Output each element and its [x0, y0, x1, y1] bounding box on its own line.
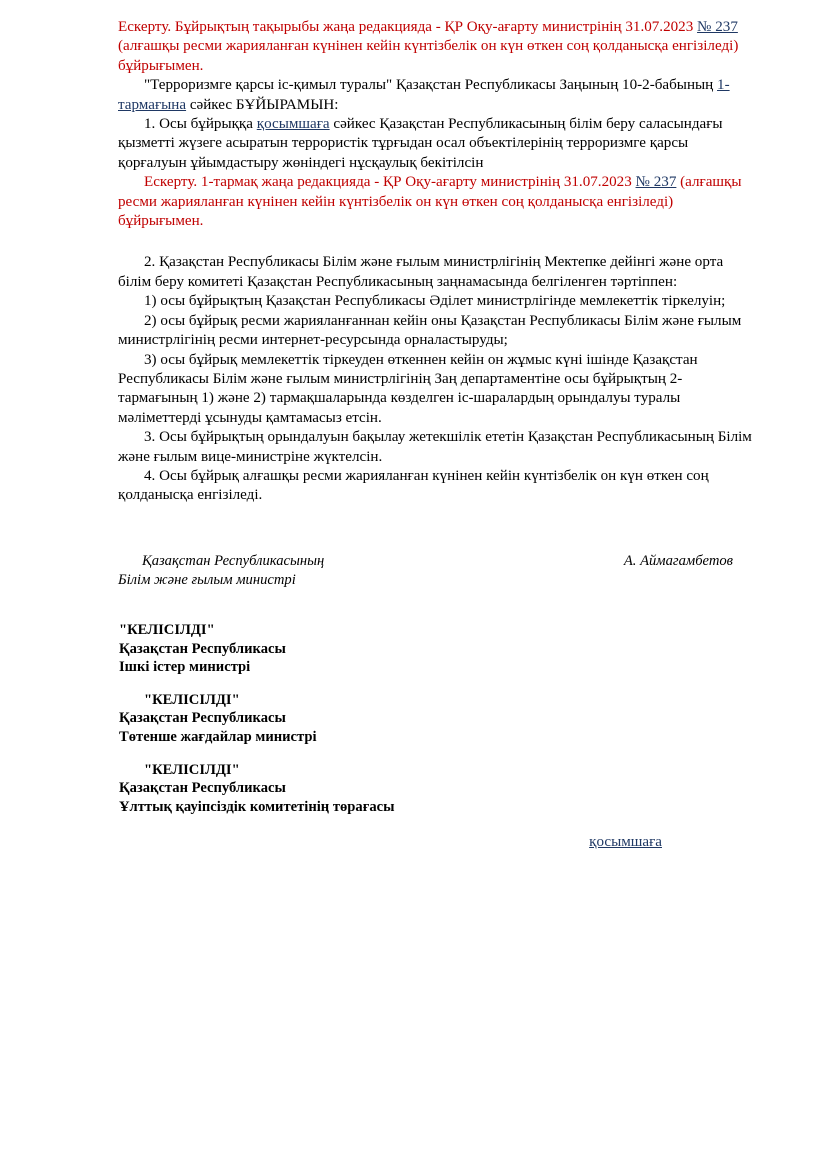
subclause-3-paragraph: 3) осы бұйрық мемлекеттік тіркеуден өткеннен кейін он жұмыс күні ішінде Қазақстан Республикасы Білім және ғылым министрлігінің Заң департаментіне осы бұйрықтың 2-тармағының 1) және 2) тармақшаларында көзделген іс-шаралардың орындалуы туралы мәліметтерді ұсынуды қамтамасыз етсін.	[118, 351, 698, 426]
law-clause-1-link[interactable]: 1-тармағына	[118, 77, 730, 113]
signatory-position-line-2: Білім және ғылым министрі	[118, 572, 296, 589]
preamble-paragraph	[118, 76, 757, 115]
clause-1-paragraph	[118, 115, 757, 173]
preamble-lead: "Терроризмге қарсы іс-қимыл туралы" Қазақстан Республикасы Заңының 10-2-бабының	[144, 77, 718, 94]
order-237-link-clause-1-note[interactable]: № 237	[635, 174, 677, 191]
agreement-block-emergency-situations	[119, 691, 757, 747]
clause-1-amendment-note	[118, 173, 757, 231]
subclause-2-paragraph: 2) осы бұйрық ресми жарияланғаннан кейін оны Қазақстан Республикасы Білім және ғылым министрлігінің ресми интернет-ресурсында орналастыруды;	[118, 312, 742, 349]
order-237-link-title-note[interactable]: № 237	[697, 19, 738, 35]
clause-3-paragraph: 3. Осы бұйрықтың орындалуын бақылау жетекшілік ететін Қазақстан Республикасының Білім және ғылым вице-министріне жүктелсін.	[118, 429, 752, 465]
signatory-name: А. Аймагамбетов	[623, 552, 733, 569]
agreement-organization: Қазақстан Республикасы	[119, 640, 286, 657]
clause-4-paragraph: 4. Осы бұйрық алғашқы ресми жарияланған күнінен кейін күнтізбелік он күн өткен соң қолданысқа енгізіледі.	[118, 467, 709, 504]
title-note-lead: Ескерту. Бұйрықтың тақырыбы жаңа редакцияда - ҚР Оқу-ағарту министрінің 31.07.2023	[118, 19, 698, 35]
agreement-heading: "КЕЛІСІЛДІ"	[144, 691, 240, 708]
clause-1-lead: 1. Осы бұйрыққа	[144, 116, 257, 133]
clause-1-note-lead: Ескерту. 1-тармақ жаңа редакцияда - ҚР Оқу-ағарту министрінің 31.07.2023	[144, 174, 636, 191]
preamble-tail: сәйкес БҰЙЫРАМЫН:	[186, 96, 339, 113]
signature-block	[118, 552, 757, 591]
agreement-position: Төтенше жағдайлар министрі	[119, 728, 317, 745]
agreement-position: Ішкі істер министрі	[119, 659, 251, 676]
title-amendment-note	[118, 18, 757, 76]
agreement-position: Ұлттық қауіпсіздік комитетінің төрағасы	[119, 798, 395, 815]
agreement-organization: Қазақстан Республикасы	[119, 780, 286, 797]
agreement-heading: "КЕЛІСІЛДІ"	[119, 621, 215, 638]
agreement-heading: "КЕЛІСІЛДІ"	[144, 761, 240, 778]
attachment-link-footer-row	[118, 833, 757, 852]
title-note-tail: (алғашқы ресми жарияланған күнінен кейін күнтізбелік он күн өткен соң қолданысқа енгізіледі) бұйрығымен.	[118, 38, 739, 74]
attachment-link-footer[interactable]: қосымшаға	[589, 834, 662, 851]
spacer-after-clause-1	[118, 231, 757, 253]
signatory-position-line-1: Қазақстан Республикасының	[142, 552, 325, 569]
clause-1-tail: сәйкес Қазақстан Республикасының білім беру саласындағы қызметті жүзеге асыратын террористік тұрғыдан осал объектілерінің терроризмге қарсы қорғалуын ұйымдастыру жөніндегі нұсқаулық бекітілсін	[118, 116, 723, 171]
subclause-1-paragraph: 1) осы бұйрықтың Қазақстан Республикасы Әділет министрлігінде мемлекеттік тіркелуін;	[144, 293, 726, 310]
document-body	[118, 18, 757, 853]
agreement-blocks	[118, 621, 757, 816]
clause-2-paragraph: 2. Қазақстан Республикасы Білім және ғылым министрлігінің Мектепке дейінгі және орта білім беру комитеті Қазақстан Республикасының заңнамасында белгіленген тәртіппен:	[118, 254, 724, 290]
agreement-block-national-security	[119, 761, 757, 817]
attachment-link-clause-1[interactable]: қосымшаға	[256, 116, 330, 133]
signatory-position	[118, 552, 324, 591]
agreement-organization: Қазақстан Республикасы	[119, 710, 286, 727]
agreement-block-internal-affairs	[119, 621, 757, 677]
clause-1-note-tail: (алғашқы ресми жарияланған күнінен кейін күнтізбелік он күн өткен соң қолданысқа енгізіледі) бұйрығымен.	[118, 174, 742, 230]
